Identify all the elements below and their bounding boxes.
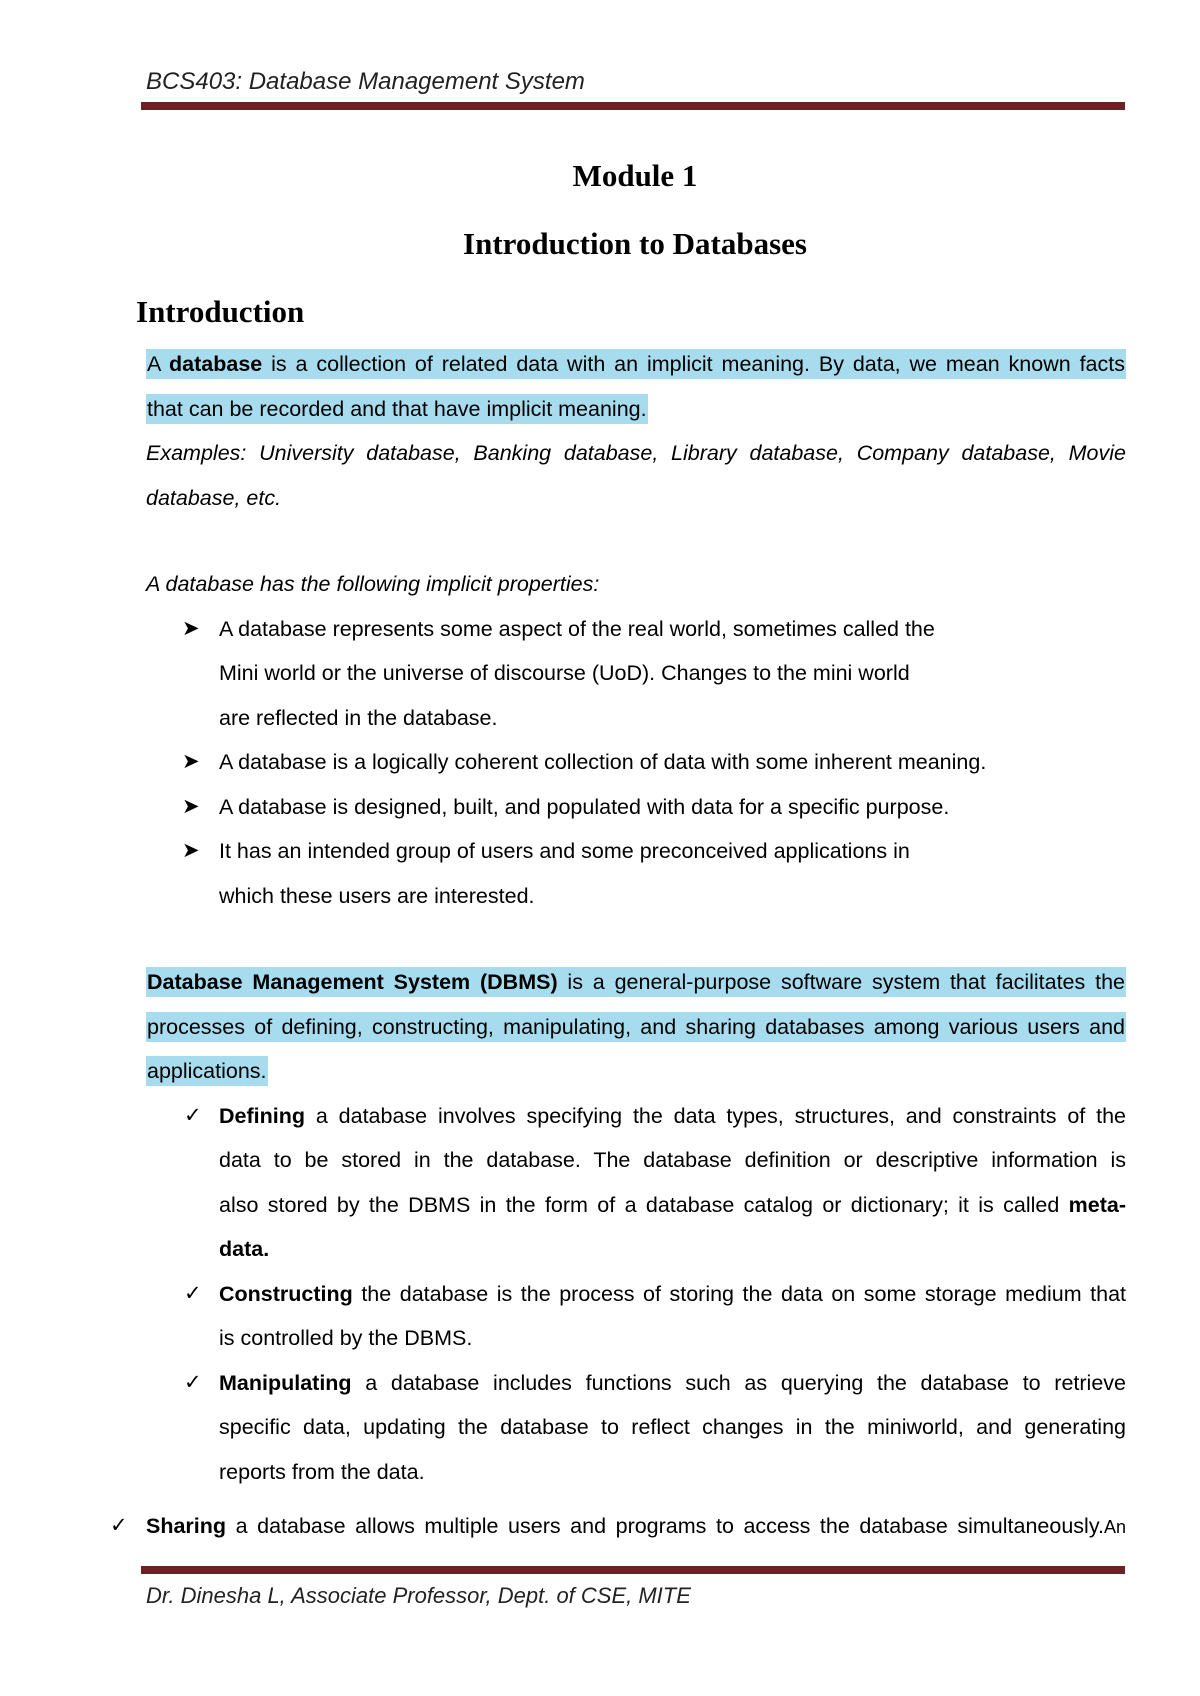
list-item: ➤ A database is a logically coherent collection of data with some inherent meaning. — [146, 740, 1126, 785]
page-header: BCS403: Database Management System — [146, 68, 585, 95]
list-item-continuation: specific data, updating the database to reflect changes in the miniworld, and generating — [219, 1415, 1126, 1439]
checkmark-icon: ✓ — [110, 1514, 128, 1537]
checkmark-icon: ✓ — [184, 1370, 202, 1394]
header-rule — [141, 102, 1125, 110]
arrowhead-bullet-icon: ➤ — [182, 794, 200, 818]
list-item-continuation: also stored by the DBMS in the form of a database catalog or dictionary; it is called meta- — [219, 1192, 1126, 1217]
list-item: ✓ Defining a database involves specifying the data types, structures, and constraints of the — [146, 1094, 1126, 1139]
blank-line — [146, 918, 1126, 960]
list-item: ✓ Constructing the database is the process of storing the data on some storage medium that — [146, 1272, 1126, 1317]
page-footer: Dr. Dinesha L, Associate Professor, Dept. of CSE, MITE — [146, 1583, 691, 1608]
examples-line: Examples: University database, Banking database, Library database, Company database, Movie — [146, 441, 1126, 465]
list-item-continuation: reports from the data. — [219, 1459, 425, 1484]
arrowhead-bullet-icon: ➤ — [182, 616, 200, 640]
section-heading: Introduction — [136, 294, 305, 329]
dbms-line — [146, 960, 1126, 1005]
dbms-line — [146, 1005, 1126, 1050]
list-item-continuation: are reflected in the database. — [219, 705, 498, 730]
list-item-continuation: data to be stored in the database. The database definition or descriptive information is — [219, 1148, 1126, 1172]
list-item-continuation: is controlled by the DBMS. — [219, 1326, 473, 1350]
intro-line — [146, 387, 1126, 432]
intro-line — [146, 342, 1126, 387]
highlight: that can be recorded and that have implicit meaning. — [146, 394, 648, 424]
blank-line — [146, 520, 1126, 562]
footer-rule — [141, 1566, 1125, 1574]
examples-line: database, etc. — [146, 485, 282, 510]
list-item-continuation: Mini world or the universe of discourse (UoD). Changes to the mini world — [219, 661, 910, 685]
checkmark-icon: ✓ — [184, 1103, 202, 1127]
properties-intro: A database has the following implicit properties: — [146, 572, 600, 596]
list-item-continuation: which these users are interested. — [219, 883, 535, 908]
module-subtitle: Introduction to Databases — [463, 226, 807, 261]
module-title: Module 1 — [572, 158, 698, 193]
list-item: ➤ It has an intended group of users and some preconceived applications in — [146, 829, 1126, 874]
highlight: A database is a collection of related data with an implicit meaning. By data, we mean known facts — [146, 349, 1126, 379]
list-item: ✓ Manipulating a database includes functions such as querying the database to retrieve — [146, 1361, 1126, 1406]
arrowhead-bullet-icon: ➤ — [182, 750, 200, 773]
checkmark-icon: ✓ — [184, 1281, 202, 1305]
body-content — [110, 342, 1126, 1549]
dbms-line — [146, 1049, 1126, 1094]
arrowhead-bullet-icon: ➤ — [182, 839, 200, 862]
list-item-continuation: data. — [219, 1237, 270, 1261]
highlight: Database Management System (DBMS) is a general-purpose software system that facilitates the — [146, 967, 1126, 997]
highlight: applications. — [146, 1056, 268, 1086]
list-item: ➤ A database represents some aspect of the real world, sometimes called the — [146, 607, 1126, 652]
highlight: processes of defining, constructing, manipulating, and sharing databases among various users and — [146, 1012, 1126, 1042]
list-item: ➤ A database is designed, built, and populated with data for a specific purpose. — [146, 785, 1126, 830]
list-item: ✓ Sharing a database allows multiple users and programs to access the database simultaneously.An — [146, 1504, 1126, 1549]
